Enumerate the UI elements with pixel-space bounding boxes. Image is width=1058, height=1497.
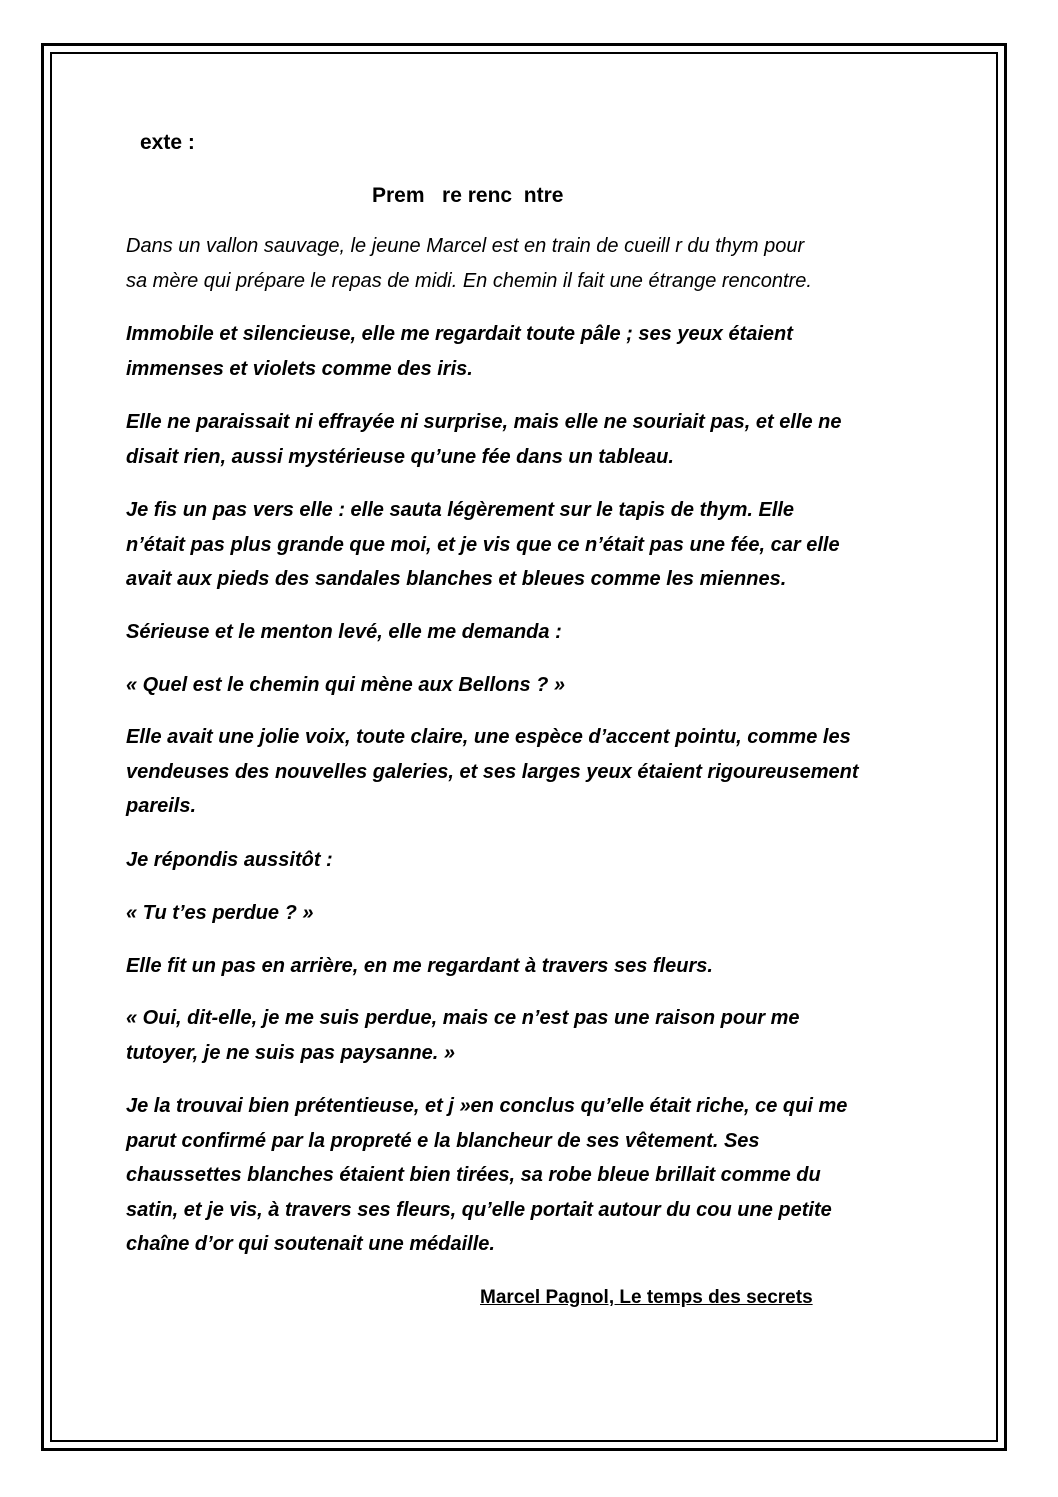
paragraph-9: Elle fit un pas en arrière, en me regardant à travers ses fleurs. <box>126 955 713 977</box>
paragraph-10: « Oui, dit-elle, je me suis perdue, mais ce n’est pas une raison pour me tutoyer, je ne suis pas paysanne. » <box>126 1007 800 1064</box>
paragraph-8: « Tu t’es perdue ? » <box>126 902 314 924</box>
paragraph-3: Je fis un pas vers elle : elle sauta légèrement sur le tapis de thym. Elle n’était pas plus grande que moi, et je vis que ce n’était pas une fée, car elle avait aux pieds des sandales blanches et bleues comme les miennes. <box>126 499 840 590</box>
paragraph-2: Elle ne paraissait ni effrayée ni surprise, mais elle ne souriait pas, et elle ne disait rien, aussi mystérieuse qu’une fée dans un tableau. <box>126 411 842 468</box>
paragraph-7: Je répondis aussitôt : <box>126 849 333 871</box>
paragraph-1: Immobile et silencieuse, elle me regardait toute pâle ; ses yeux étaient immenses et violets comme des iris. <box>126 323 793 380</box>
paragraph-6: Elle avait une jolie voix, toute claire, une espèce d’accent pointu, comme les vendeuses des nouvelles galeries, et ses larges yeux étaient rigoureusement pareils. <box>126 726 859 817</box>
text-label: exte : <box>140 131 195 154</box>
intro-paragraph: Dans un vallon sauvage, le jeune Marcel est en train de cueill r du thym pour sa mère qui prépare le repas de midi. En chemin il fait une étrange rencontre. <box>126 235 812 292</box>
paragraph-4: Sérieuse et le menton levé, elle me demanda : <box>126 621 562 643</box>
document-title: Prem re renc ntre <box>372 184 564 207</box>
paragraph-11: Je la trouvai bien prétentieuse, et j »en conclus qu’elle était riche, ce qui me parut confirmé par la propreté e la blancheur de ses vêtement. Ses chaussettes blanches étaient bien tirées, sa robe bleue brillait comme du satin, et je vis, à travers ses fleurs, qu’elle portait autour du cou une petite chaîne d’or qui soutenait une médaille. <box>126 1095 848 1255</box>
paragraph-5: « Quel est le chemin qui mène aux Bellons ? » <box>126 674 566 696</box>
signature: Marcel Pagnol, Le temps des secrets <box>480 1287 813 1308</box>
